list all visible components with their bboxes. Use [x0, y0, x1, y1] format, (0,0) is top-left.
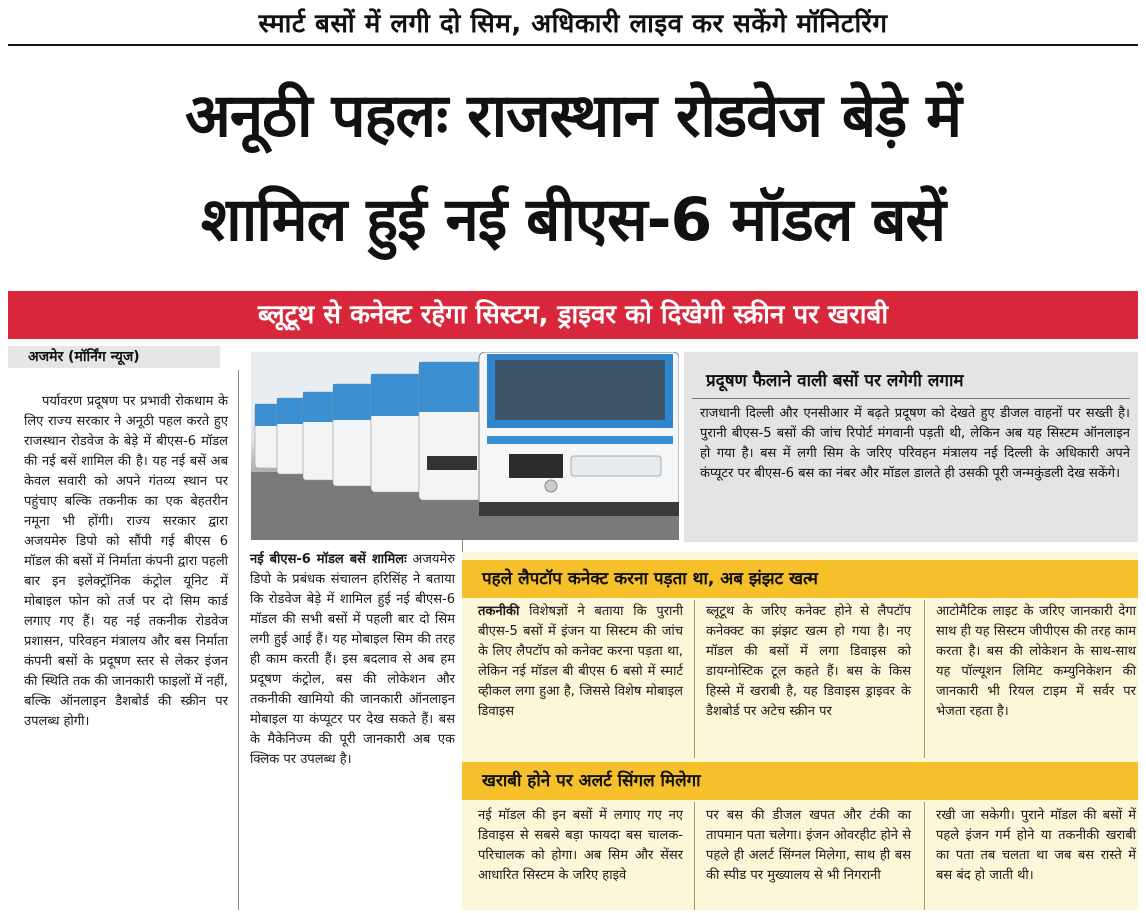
dateline: अजमेर (मॉर्निंग न्यूज) [28, 349, 140, 365]
kicker-divider [8, 44, 1138, 46]
side-box-title: प्रदूषण फैलाने वाली बसों पर लगेगी लगाम [706, 371, 964, 391]
column-2-subhead: नई बीएस-6 मॉडल बसें शामिलः [250, 552, 407, 567]
kicker-headline: स्मार्ट बसों में लगी दो सिम, अधिकारी लाइव कर सकेंगे मॉनिटरिंग [258, 9, 888, 39]
subheadline-banner: ब्लूटूथ से कनेक्ट रहेगा सिस्टम, ड्राइवर को दिखेगी स्क्रीन पर खराबी [8, 291, 1138, 339]
section-2-column-3: रखी जा सकेगी। पुराने मॉडल की बसों में पहले इंजन गर्म होने या तकनीकी खराबी का पता तब चलता था जब बस रास्ते में बस बंद हो जाती थी। [936, 808, 1136, 883]
section-1-column-2: ब्लूटूथ के जरिए कनेक्ट होने से लैपटॉप कनेक्क्ट का झंझट खत्म हो गया है। नए मॉडल की बसों में लगा डिवाइस को डायग्नोस्टिक टूल कहते हैं। बस के किस हिस्से में खराबी है, यह डिवाइस ड्राइवर के डैशबोर्ड पर अटेच स्क्रीन पर [706, 604, 911, 719]
section-2-column-2: पर बस की डीजल खपत और टंकी का तापमान पता चलेगा। इंजन ओवरहीट होने से पहले ही अलर्ट सिंग्नल मिलेगा, साथ ही बस की स्पीड पर मुख्यालय से भी निगरानी [706, 808, 911, 883]
section-2-column-1: नई मॉडल की इन बसों में लगाए गए नए डिवाइस से सबसे बड़ा फायदा बस चालक-परिचालक को होगा। अब सिम और सेंसर आधारित सिस्टम के जरिए हाइवे [478, 808, 683, 883]
section-2-divider [924, 802, 925, 910]
main-headline-line-1: अनूठी पहलः राजस्थान रोडवेज बेड़े में [185, 81, 961, 151]
section-2-title: खराबी होने पर अलर्ट सिंगल मिलेगा [462, 762, 1138, 800]
section-2-divider [694, 802, 695, 910]
section-1-column-1 [478, 602, 683, 722]
main-headline-line-2: शामिल हुई नई बीएस-6 मॉडल बसें [200, 185, 946, 255]
column-2-text: अजयमेरु डिपो के प्रबंधक संचालन हरिसिंह ने बताया कि रोडवेज बेड़े में शामिल हुई नई बीएस-6 मॉडल की सभी बसों में पहली बार दो सिम लगी हुई आई हैं। यह मोबाइल सिम की तरह ही काम करती हैं। इस बदलाव से अब हम प्रदूषण कंट्रोल, बस की लोकेशन और तकनीकी खामियो की जानकारी ऑनलाइन मोबाइल या कंप्यूटर पर देख सकते हैं। बस के मैकेनिज्म की पूरी जानकारी अब एक क्लिक पर उपलब्ध है। [250, 552, 455, 767]
section-1-title: पहले लैपटॉप कनेक्ट करना पड़ता था, अब झंझट खत्म [462, 560, 1138, 598]
section-1-column-3: आटोमैटिक लाइट के जरिए जानकारी देगा साथ ही यह सिस्टम जीपीएस की तरह काम करता है। बस की लोकेशन के साथ-साथ यह पॉल्यूशन लिमिट कम्युनिकेशन की जानकारी भी रियल टाइम में सर्वर पर भेजता रहता है। [936, 604, 1136, 719]
side-box-text: राजधानी दिल्ली और एनसीआर में बढ़ते प्रदूषण को देखते हुए डीजल वाहनों पर सख्ती है। पुरानी बीएस-5 बसों की जांच रिपोर्ट मंगवानी पड़ती थी, लेकिन अब यह सिस्टम ऑनलाइन हो गया है। बस में लगी सिम के जरिए परिवहन मंत्रालय नई दिल्ली के अधिकारी अपने कंप्यूटर पर बीएस-6 बस का नंबर और मॉडल डालते ही उसकी पूरी जन्मकुंडली देख सकेंगे। [700, 406, 1130, 481]
article-column-1: पर्यावरण प्रदूषण पर प्रभावी रोकथाम के लिए राज्य सरकार ने अनूठी पहल करते हुए राजस्थान रोडवेज के बेड़े में बीएस-6 मॉडल की नई बसें शामिल की है। यह नई बसें अब केवल सवारी को अपने गंतव्य स्थान पर पहुंचाए बल्कि तकनीक का एक बेहतरीन नमूना भी होंगी। राज्य सरकार द्वारा अजयमेरु डिपो को सौंपी गई बीएस 6 मॉडल की बसों में निर्माता कंपनी द्वारा पहली बार इन इलेक्ट्रॉनिक कंट्रोल यूनिट में मोबाइल फोन को तर्ज पर दो सिम कार्ड लगाए गए हैं। यह नई तकनीक रोडवेज प्रशासन, परिवहन मंत्रालय और बस निर्माता कंपनी बसों के प्रदूषण स्तर से लेकर इंजन की स्थिति तक की जानकारी फाइलों में नहीं, बल्कि ऑनलाइन डैशबोर्ड की स्क्रीन पर उपलब्ध होगी। [24, 394, 228, 729]
column-divider [238, 370, 239, 910]
front-bus [479, 352, 679, 516]
bus-fleet-illustration [251, 352, 679, 540]
bus-fleet-photo [251, 352, 679, 540]
side-box-divider [692, 398, 1130, 399]
article-column-2 [250, 550, 455, 770]
section-1-column-1-text: विशेषज्ञों ने बताया कि पुरानी बीएस-5 बसों में इंजन या सिस्टम की जांच के लिए लैपटॉप को कनेक्ट करना पड़ता था, लेकिन नई मॉडल बी बीएस 6 बसो में स्मार्ट व्हीकल लगा हुआ है, जिससे विशेष मोबाइल डिवाइस [478, 604, 683, 719]
section-1-divider [924, 600, 925, 758]
section-1-lead: तकनीकी [478, 604, 520, 619]
section-1-divider [694, 600, 695, 758]
